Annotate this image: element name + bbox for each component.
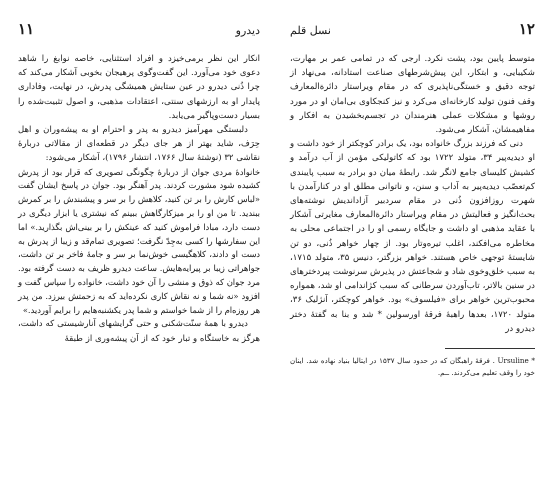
left-page-header (18, 20, 260, 38)
footnote-marker: * (531, 356, 535, 366)
right-paragraph-1: متوسط پایین بود، پشت نکرد. ارجی که در تمامی عمر بر مهارت، شکیبایی، و ابتکار، این پیش‌شرطهای صناعت استادانه، می‌نهاد از توجه دقیق و خستگی‌ناپذیری که در مقام ویراستار دائرةالمعارف وقف فنون تولید کارخانه‌ای می‌کرد و نیز کنجکاوی بی‌امان او در مورد روشها و مشکلات عملی هنرمندان در تجسم‌بخشیدن به افکار و مفاهیمشان، آشکار می‌شود. (290, 54, 535, 136)
right-paragraph-2: دنی که فرزند بزرگ خانواده بود، یک برادر کوچکتر از خود داشت و او دیدیه‌پیر ۳۴، متولد ۱۷۲۲ بود که کاتولیکی مؤمن از آب درآمد و کشیش کلیسای جامع لانگر شد. رابطهٔ میان دو برادر به سبب پایبندی کم‌تعصّب دیدیه‌پیر به آداب و سنن، و ناتوانی مطلق او در کنارآمدن با شهرت روزافزون ذُنی در مقام سردبیر آزاداندیش نوشته‌های بحث‌انگیز و فعالیتش در مقام ویراستار دائرةالمعارف مغایرتی آشکار با عقاید مذهبی او داشت و جایگاه رسمی او را در اجتماعی محلی به مخاطره می‌افکند، اغلب تیره‌وتار بود. از چهار خواهر ذُنی، دو تن شایستهٔ توجهی خاص هستند. خواهر بزرگتر، دنیس ۳۵، متولد ۱۷۱۵، به سبب خلق‌وخوی شاد و شجاعتش در پذیرش سرنوشت پیردخترهای در سنین بالاتر، تاب‌آوردن سرطانی که سبب کژاندامی او شد، همواره محبوب‌ترین خواهر برای «فیلسوف» بود. خواهر کوچکتر، آنژلیک ۳۶، متولد ۱۷۲۰، بعدها راهبهٔ فرقهٔ اورسولین * شد و بنا به گفتهٔ دختر دیدرو در (290, 139, 536, 334)
footnote-latin-term: Ursuline (497, 356, 529, 366)
left-paragraph-1: انکار این نظر برمی‌خیزد و افراد استثنایی، خاصه نوابغ را شاهد دعوی خود می‌آورد. این گفت‌وگوی پرهیجان بخوبی آشکار می‌کند که چرا ذُنی دیدرو در عین ستایش همیشگی پدرش، در نهایت، وفاداری پایدار او به ارزشهای سنتی، اعتقادات مذهبی، و اصول تثبیت‌شده را بسیار دست‌وپاگیر می‌یابد. (18, 54, 260, 121)
right-body (290, 52, 535, 336)
right-page-number: ۱۲ (518, 20, 535, 38)
right-page (276, 0, 551, 484)
left-body (18, 52, 260, 346)
left-page-number: ۱۱ (18, 20, 35, 38)
left-paragraph-2: دلبستگی مهرآمیز دیدرو به پدر و احترام او به پیشه‌وران و اهل حِرَف، شاید بهتر از هر جای دیگر در قطعه‌ای از مقالاتی دربارهٔ نقاشی ۳۲ (نوشتهٔ سال ۱۷۶۶، انتشار ۱۷۹۶)، آشکار می‌شود: (18, 125, 260, 164)
block-quote: خانوادهٔ مردی جوان از دربارهٔ چگونگی تصویری که قرار بود از پدرش کشیده شود مشورت کردند. پدر آهنگر بود. جوان در پاسخ ایشان گفت «لباس کارش را بر تن کنید، کلاهش را بر سر و پیشبندش را بر کمرش ببندید. تا من او را بر میزکارگاهش ببینم که نیشتری یا ابزار دیگری در دست دارد، مبادا فراموش کنید که عینکش را بر بینی‌اش بگذارید.» اما این سفارشها را کسی به‌جِدّ نگرفت؛ تصویری تمام‌قد و زیبا از پدرش به دست او دادند، کلاهگیسی خوش‌نما بر سر و جامهٔ فاخر بر تن داشت، جواهراتی زیبا بر پیرایه‌هایش. ساعت دیدرو ظریف به دست گرفته بود. مرد جوان که ذوق و منشی را آن خود داشت، خانواده را سپاس گفت و افزود «نه شما و نه نقاش کاری نکرده‌اید که به زحمتش بیرزد. من پدر هر روزه‌ام را از شما خواستم و شما پدر یکشنبه‌هایم را برایم آوردید.» (18, 166, 260, 315)
right-running-title: نسل قلم (290, 24, 331, 37)
footnote-separator (445, 348, 535, 349)
footnote-text: . فرقهٔ راهبگان که در حدود سال ۱۵۳۷ در ایتالیا بنیاد نهاده شد. اینان خود را وقف تعلیم می‌کردند. ــم. (290, 356, 535, 377)
right-page-header (290, 20, 535, 38)
footnote (290, 355, 535, 378)
left-running-title: دیدرو (235, 24, 260, 37)
left-paragraph-3: دیدرو با همهٔ سنّت‌شکنی و حتی گرایشهای آنارشیستی که داشت، هرگز به خاستگاه و تبار خود که از آن پیشه‌وری از طبقهٔ (18, 319, 260, 344)
